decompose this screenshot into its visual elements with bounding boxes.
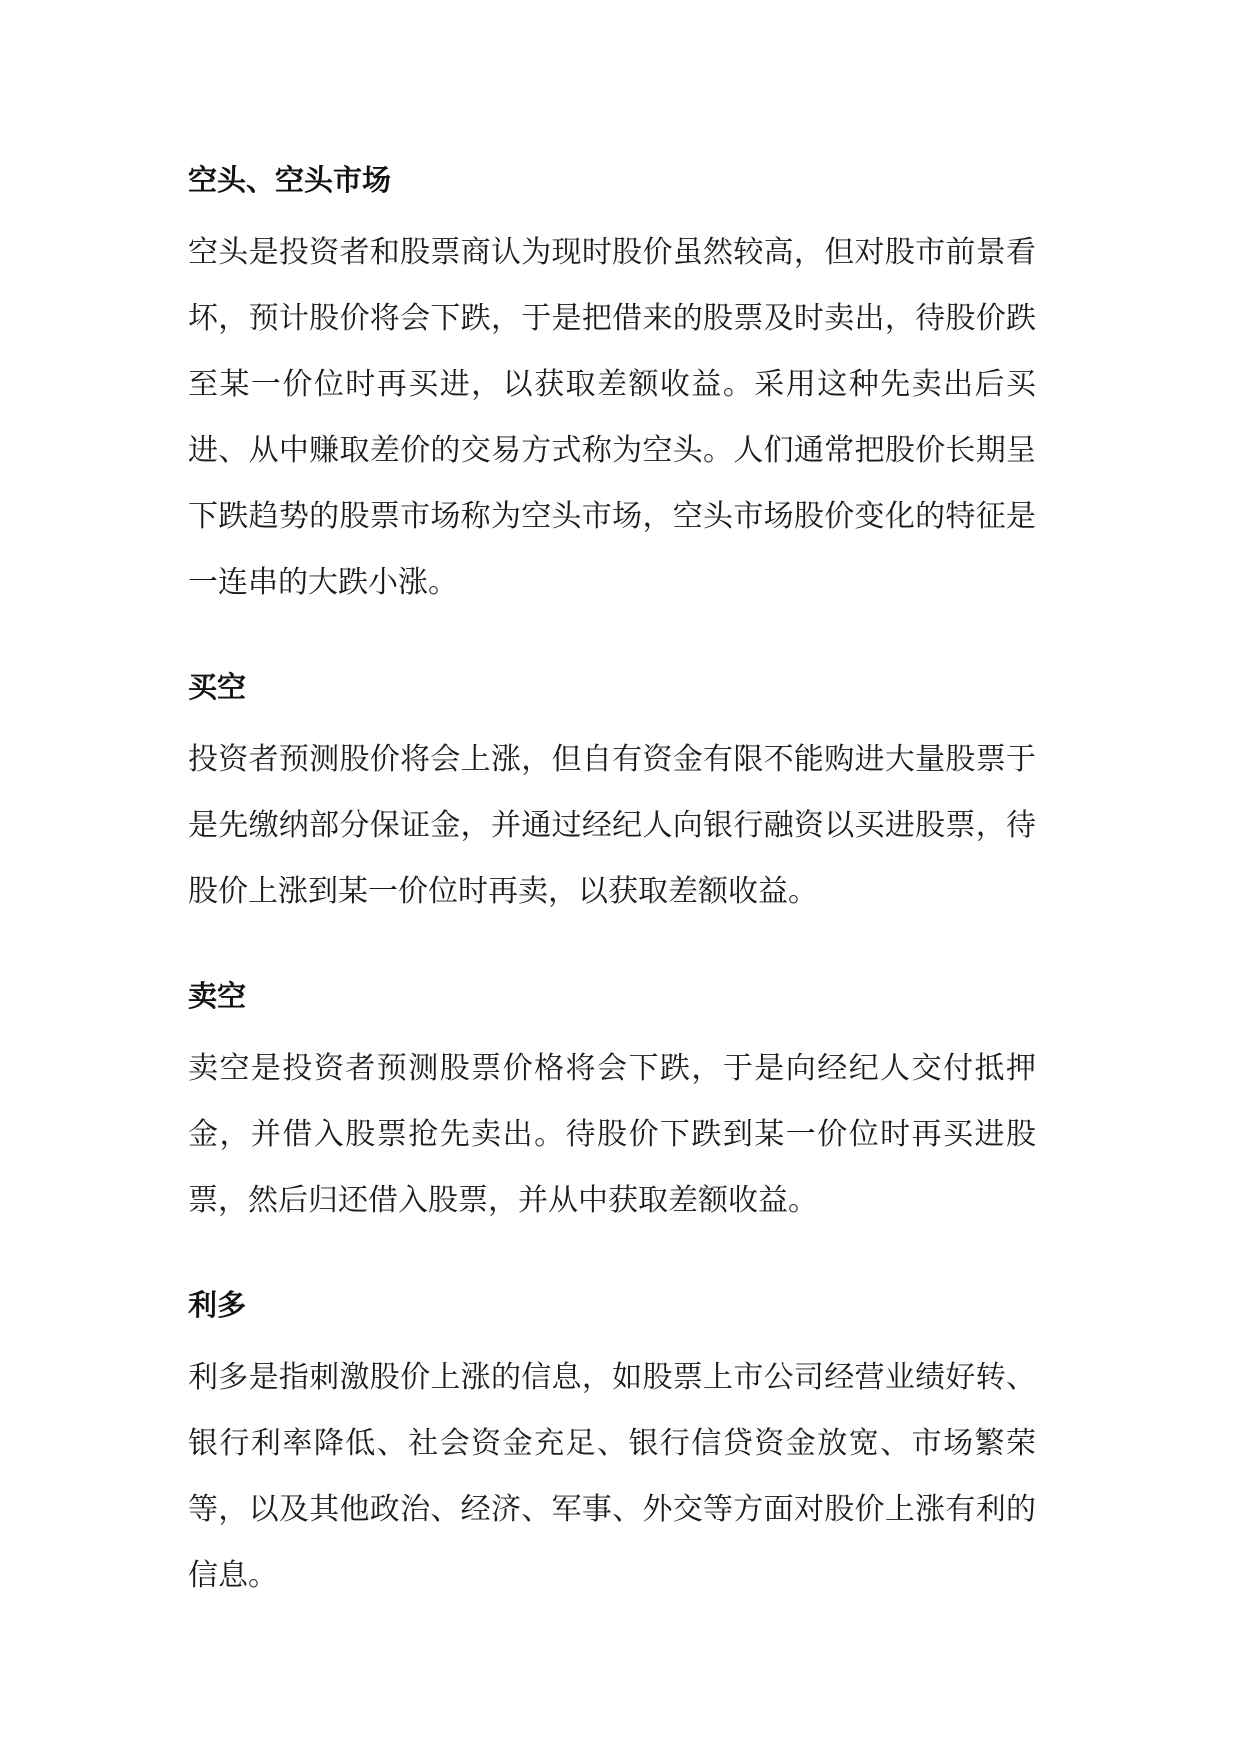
section-short-sell [188,974,1036,1234]
document-page [188,158,1036,1658]
section-paragraph: 空头是投资者和股票商认为现时股价虽然较高，但对股市前景看坏，预计股价将会下跌，于是把借来的股票及时卖出，待股价跌至某一价位时再买进，以获取差额收益。采用这种先卖出后买进、从中赚取差价的交易方式称为空头。人们通常把股价长期呈下跌趋势的股票市场称为空头市场，空头市场股价变化的特征是一连串的大跌小涨。 [188,235,1036,600]
section-paragraph: 利多是指刺激股价上涨的信息，如股票上市公司经营业绩好转、银行利率降低、社会资金充足、银行信贷资金放宽、市场繁荣等，以及其他政治、经济、军事、外交等方面对股价上涨有利的信息。 [188,1360,1036,1593]
section-short-position [188,158,1036,616]
section-paragraph: 投资者预测股价将会上涨，但自有资金有限不能购进大量股票于是先缴纳部分保证金，并通过经纪人向银行融资以买进股票，待股价上涨到某一价位时再卖，以获取差额收益。 [188,742,1036,909]
section-buy-on-margin [188,665,1036,925]
section-bullish-news [188,1283,1036,1609]
section-heading: 卖空 [188,979,247,1013]
section-heading: 空头、空头市场 [188,163,392,197]
section-heading: 利多 [188,1288,247,1322]
section-paragraph: 卖空是投资者预测股票价格将会下跌，于是向经纪人交付抵押金，并借入股票抢先卖出。待股价下跌到某一价位时再买进股票，然后归还借入股票，并从中获取差额收益。 [188,1051,1036,1218]
section-heading: 买空 [188,670,247,704]
